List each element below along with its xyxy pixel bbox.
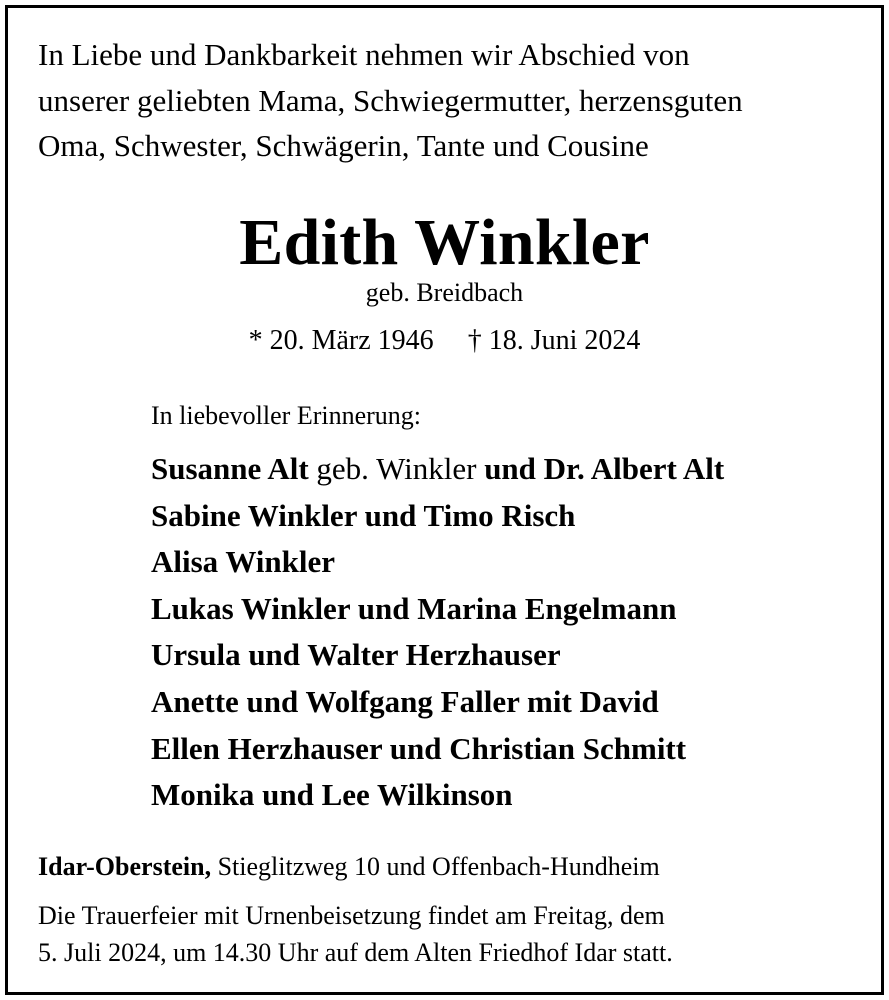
mourner-maiden-name: geb. Winkler [316, 451, 477, 486]
service-line: Die Trauerfeier mit Urnenbeisetzung findet am Freitag, dem [38, 901, 665, 930]
intro-line: unserer geliebten Mama, Schwiegermutter, herzensguten [38, 82, 743, 118]
intro-line: In Liebe und Dankbarkeit nehmen wir Abschied von [38, 37, 690, 72]
mourner-partner: und Dr. Albert Alt [484, 451, 725, 486]
intro-text [38, 32, 868, 169]
address-details: Stieglitzweg 10 und Offenbach-Hundheim [217, 852, 660, 881]
mourner-row: Monika und Lee Wilkinson [151, 777, 513, 813]
address-line [38, 848, 660, 886]
intro-line: Oma, Schwester, Schwägerin, Tante und Cousine [38, 128, 649, 163]
service-info [38, 897, 673, 971]
service-line: 5. Juli 2024, um 14.30 Uhr auf dem Alten Friedhof Idar statt. [38, 938, 673, 967]
address-city: Idar-Oberstein, [38, 852, 212, 881]
memory-heading: In liebevoller Erinnerung: [151, 401, 422, 430]
mourner-row: Ursula und Walter Herzhauser [151, 637, 561, 673]
mourner-row [151, 446, 724, 493]
mourner-row: Lukas Winkler und Marina Engelmann [151, 590, 677, 626]
mourner-row: Anette und Wolfgang Faller mit David [151, 683, 659, 719]
birth-date: * 20. März 1946 [248, 325, 434, 356]
mourners-list [151, 446, 724, 819]
life-dates [0, 322, 889, 360]
mourner-name: Susanne Alt [151, 451, 309, 486]
mourner-row: Sabine Winkler und Timo Risch [151, 497, 576, 533]
maiden-name: geb. Breidbach [365, 278, 524, 307]
deceased-name: Edith Winkler [239, 206, 650, 279]
death-date: † 18. Juni 2024 [467, 325, 641, 356]
mourner-row: Ellen Herzhauser und Christian Schmitt [151, 730, 687, 766]
mourner-row: Alisa Winkler [151, 544, 336, 580]
